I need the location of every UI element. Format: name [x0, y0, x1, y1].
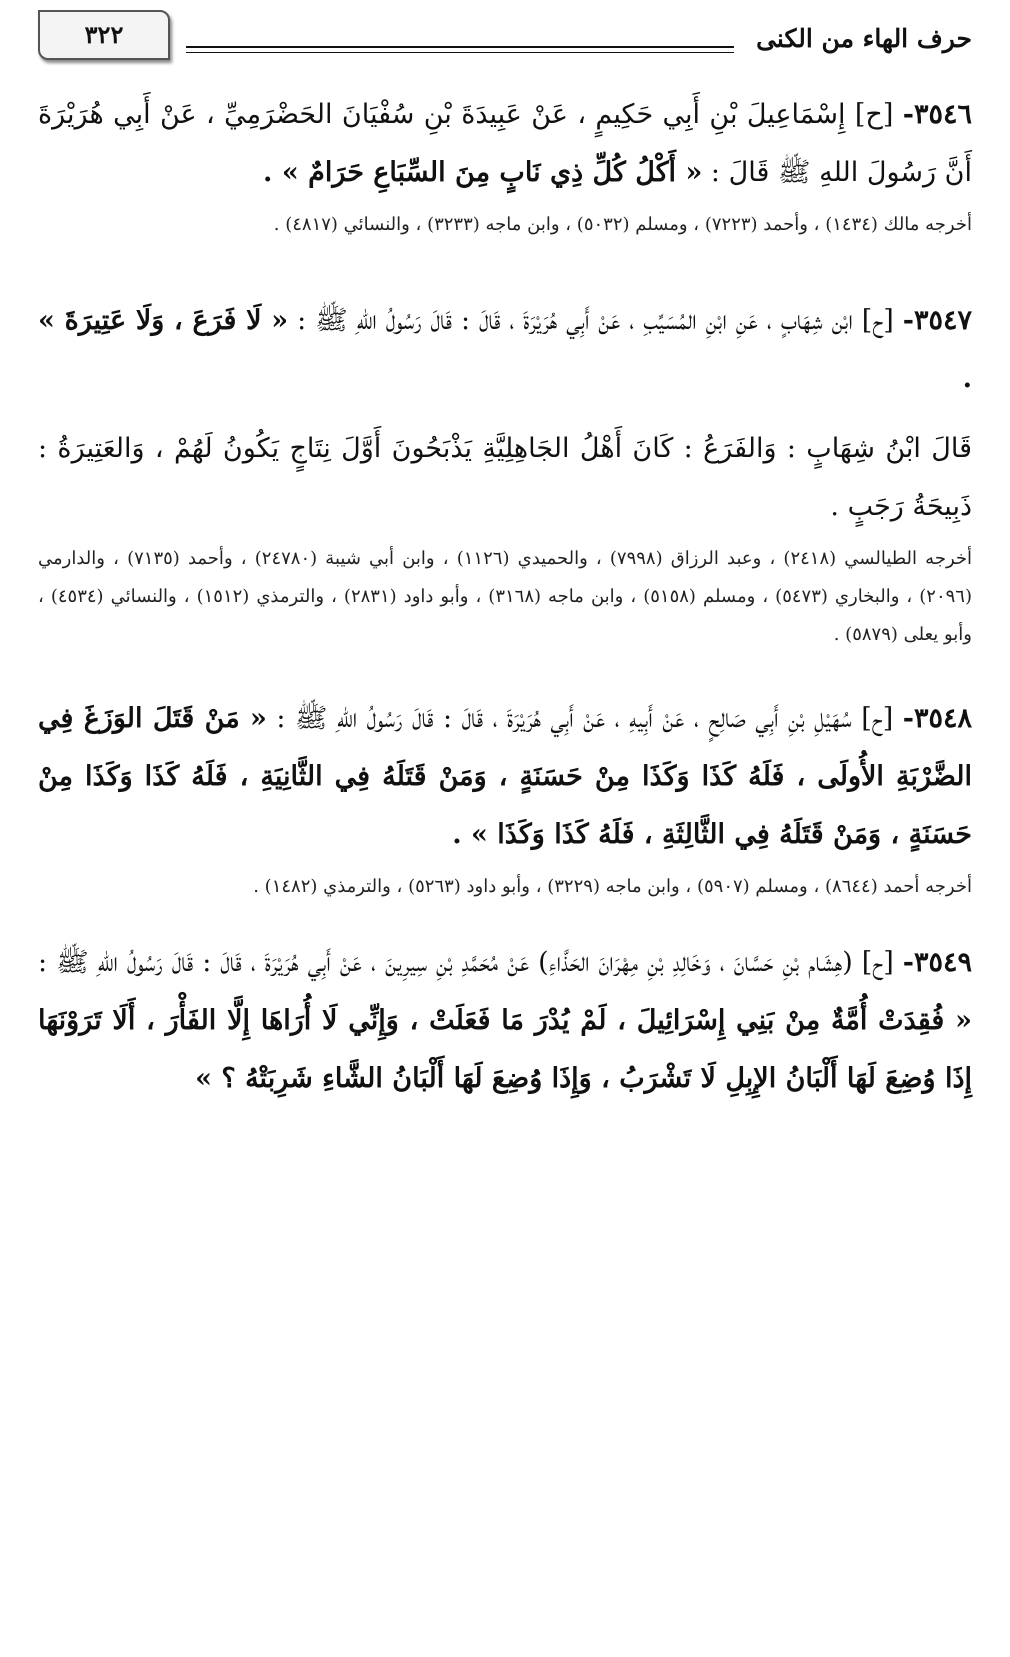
running-title: حرف الهاء من الكنى	[756, 24, 972, 53]
hadith-text	[38, 934, 972, 1108]
hadith-number: ٣٥٤٧-	[902, 305, 972, 336]
hadith-3546	[38, 86, 972, 244]
hadith-chain: [ح] ابْن شِهَابٍ ، عَنِ ابْنِ المُسَيِّبِ ، عَنْ أَبِي هُرَيْرَةَ ، قَالَ : قَالَ رَسُولُ اللهِ ﷺ :	[297, 305, 894, 336]
hadith-text	[38, 292, 972, 408]
hadith-quote: « أَكْلُ كُلِّ ذِي نَابٍ مِنَ السِّبَاعِ حَرَامٌ » .	[263, 157, 703, 188]
hadith-chain: [ح] إِسْمَاعِيلَ بْنِ أَبِي حَكِيمٍ ، عَنْ عَبِيدَةَ بْنِ سُفْيَانَ الحَضْرَمِيِّ ، عَنْ أَبِي هُرَيْرَةَ أَنَّ رَسُولَ اللهِ ﷺ قَالَ :	[38, 99, 972, 188]
hadith-3547	[38, 292, 972, 654]
hadith-number: ٣٥٤٦-	[902, 99, 972, 130]
hadith-commentary: قَالَ ابْنُ شِهَابٍ : وَالفَرَعُ : كَانَ أَهْلُ الجَاهِلِيَّةِ يَذْبَحُونَ أَوَّلَ نِتَاجٍ يَكُونُ لَهُمْ ، وَالعَتِيرَةُ : ذَبِيحَةُ رَجَبٍ .	[38, 433, 972, 522]
book-page	[38, 0, 972, 1657]
header-rule	[186, 46, 734, 53]
hadith-number: ٣٥٤٩-	[902, 947, 972, 978]
hadith-number: ٣٥٤٨-	[902, 703, 972, 734]
hadith-takhrij: أخرجه أحمد (٨٦٤٤) ، ومسلم (٥٩٠٧) ، وابن ماجه (٣٢٢٩) ، وأبو داود (٥٢٦٣) ، والترمذي (١٤٨٢) .	[253, 876, 972, 897]
hadith-quote: « لَا فَرَعَ ، وَلَا عَتِيرَةَ » .	[38, 305, 972, 394]
hadith-3548	[38, 690, 972, 906]
hadith-quote: « مَنْ قَتَلَ الوَزَغَ فِي الضَّرْبَةِ الأُولَى ، فَلَهُ كَذَا وَكَذَا مِنْ حَسَنَةٍ ، وَمَنْ قَتَلَهُ فِي الثَّانِيَةِ ، فَلَهُ كَذَا وَكَذَا مِنْ حَسَنَةٍ ، وَمَنْ قَتَلَهُ فِي الثَّالِثَةِ ، فَلَهُ كَذَا وَكَذَا » .	[38, 703, 972, 850]
hadith-takhrij: أخرجه الطيالسي (٢٤١٨) ، وعبد الرزاق (٧٩٩٨) ، والحميدي (١١٢٦) ، وابن أبي شيبة (٢٤٧٨٠) ، وأحمد (٧١٣٥) ، والدارمي (٢٠٩٦) ، والبخاري (٥٤٧٣) ، ومسلم (٥١٥٨) ، وابن ماجه (٣١٦٨) ، وأبو داود (٢٨٣١) ، والترمذي (١٥١٢) ، والنسائي (٤٥٣٤) ، وأبو يعلى (٥٨٧٩) .	[38, 548, 972, 645]
hadith-takhrij: أخرجه مالك (١٤٣٤) ، وأحمد (٧٢٢٣) ، ومسلم (٥٠٣٢) ، وابن ماجه (٣٢٣٣) ، والنسائي (٤٨١٧) .	[273, 214, 972, 235]
page-number: ٣٢٢	[38, 10, 170, 60]
hadith-chain: [ح] (هِشَام بْنِ حَسَّانَ ، وَخَالِدِ بْنِ مِهْرَانَ الحَذَّاءِ) عَنْ مُحَمَّدِ بْنِ سِيرِينَ ، عَنْ أَبِي هُرَيْرَةَ ، قَالَ : قَالَ رَسُولُ اللهِ ﷺ :	[38, 947, 894, 978]
hadith-quote: « فُقِدَتْ أُمَّةٌ مِنْ بَنِي إِسْرَائِيلَ ، لَمْ يُدْرَ مَا فَعَلَتْ ، وَإِنِّي لَا أُرَاهَا إِلَّا الفَأْرَ ، أَلَا تَرَوْنَهَا إِذَا وُضِعَ لَهَا أَلْبَانُ الإِبِلِ لَا تَشْرَبُ ، وَإِذَا وُضِعَ لَهَا أَلْبَانُ الشَّاءِ شَرِبَتْهُ ؟ »	[38, 1005, 972, 1094]
hadith-text	[38, 86, 972, 202]
page-content	[38, 86, 972, 1108]
hadith-text	[38, 690, 972, 864]
hadith-3549	[38, 934, 972, 1108]
hadith-chain: [ح] سُهَيْلِ بْنِ أَبِي صَالِحٍ ، عَنْ أَبِيهِ ، عَنْ أَبِي هُرَيْرَةَ ، قَالَ : قَالَ رَسُولُ اللهِ ﷺ :	[276, 703, 894, 734]
page-header	[38, 10, 972, 62]
